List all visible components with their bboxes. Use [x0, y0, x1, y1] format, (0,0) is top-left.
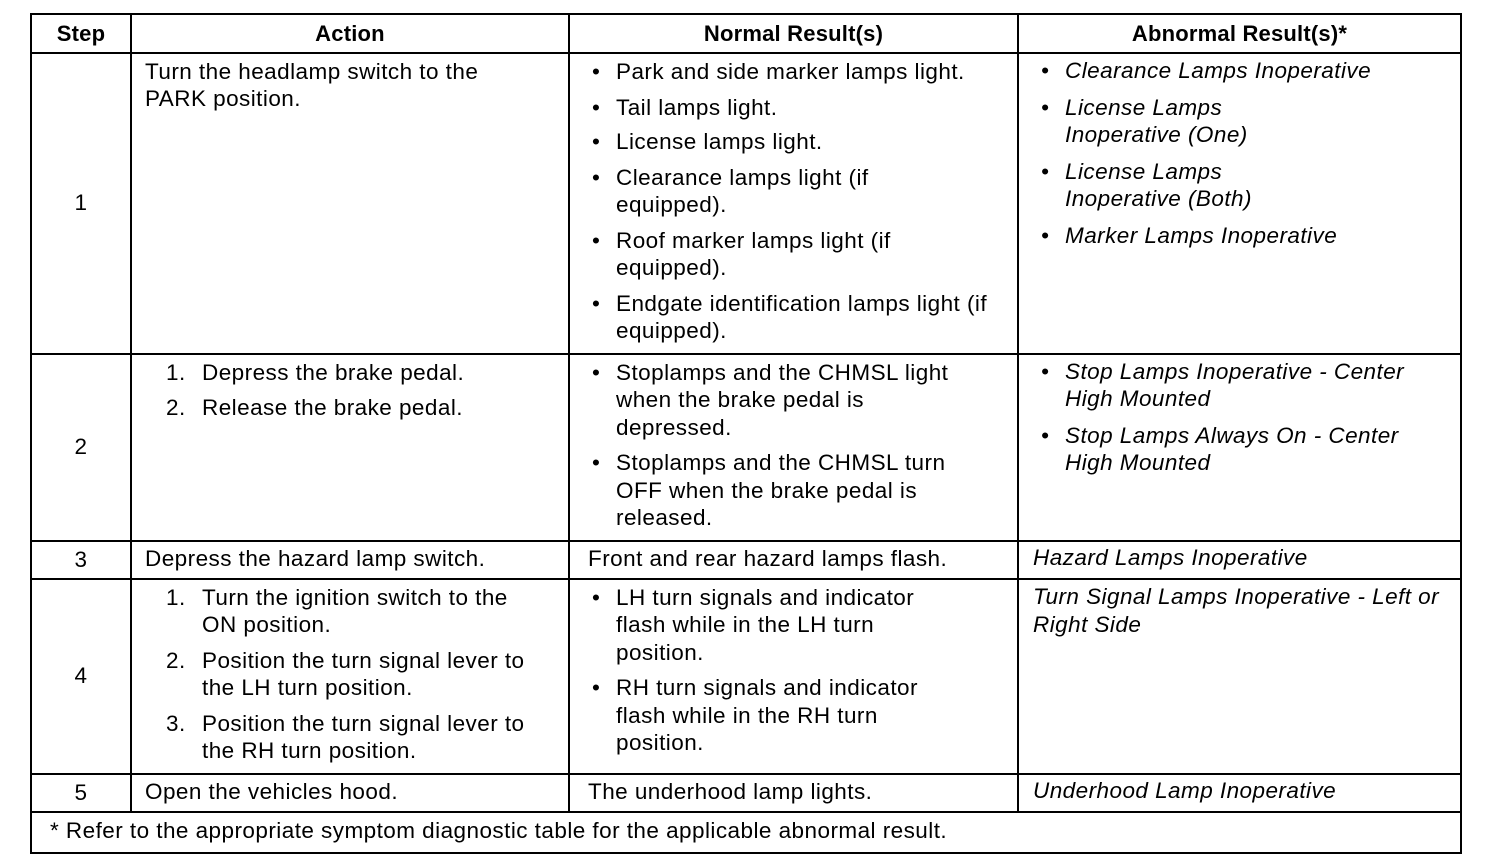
normal-result-item: • Stoplamps and the CHMSL turn OFF when the brake pedal is released.	[616, 449, 981, 532]
action-step: 1. Depress the brake pedal.	[166, 359, 465, 385]
table-row	[31, 354, 1461, 541]
footnote: * Refer to the appropriate symptom diagnostic table for the applicable abnormal result.	[31, 812, 1461, 853]
normal-result-item: • Park and side marker lamps light.	[616, 58, 1015, 86]
table-row	[31, 53, 1461, 354]
abnormal-result-item: • License Lamps Inoperative (Both)	[1065, 158, 1275, 213]
action-text: Open the vehicles hood.	[131, 774, 569, 812]
table-row	[31, 579, 1461, 774]
normal-results-cell	[569, 354, 1018, 541]
abnormal-results-cell	[1018, 354, 1461, 541]
step-number: 2	[31, 354, 131, 541]
header-action: Action	[131, 14, 569, 53]
action-step: 3. Position the turn signal lever to the RH turn position.	[166, 710, 525, 763]
step-number: 4	[31, 579, 131, 774]
normal-result-item: • Endgate identification lamps light (if equipped).	[616, 290, 991, 345]
normal-result-text: Front and rear hazard lamps flash.	[569, 541, 1018, 579]
normal-result-item: • Stoplamps and the CHMSL light when the brake pedal is depressed.	[616, 359, 981, 442]
abnormal-result-text: Hazard Lamps Inoperative	[1018, 541, 1461, 579]
header-abnormal-results: Abnormal Result(s)*	[1018, 14, 1461, 53]
diagnostic-table	[30, 13, 1462, 854]
action-cell	[131, 354, 569, 541]
abnormal-result-item: • Stop Lamps Inoperative - Center High Mounted	[1065, 358, 1435, 413]
abnormal-results-cell	[1018, 53, 1461, 354]
normal-result-text: The underhood lamp lights.	[569, 774, 1018, 812]
abnormal-result-text: Underhood Lamp Inoperative	[1018, 774, 1461, 812]
header-step: Step	[31, 14, 131, 53]
table-row	[31, 541, 1461, 579]
header-normal-results: Normal Result(s)	[569, 14, 1018, 53]
action-text: Turn the headlamp switch to the PARK position.	[145, 59, 479, 111]
normal-result-item: • RH turn signals and indicator flash while in the RH turn position.	[616, 674, 946, 757]
normal-result-item: • Tail lamps light.	[616, 94, 1015, 122]
action-cell	[131, 579, 569, 774]
normal-result-item: • License lamps light.	[616, 128, 1015, 156]
step-number: 3	[31, 541, 131, 579]
abnormal-result-item: • Stop Lamps Always On - Center High Mounted	[1065, 422, 1435, 477]
normal-results-cell	[569, 579, 1018, 774]
abnormal-result-text: Turn Signal Lamps Inoperative - Left or Right Side	[1018, 579, 1461, 774]
abnormal-result-item: • License Lamps Inoperative (One)	[1065, 94, 1275, 149]
normal-result-item: • LH turn signals and indicator flash while in the LH turn position.	[616, 584, 946, 667]
action-step: 1. Turn the ignition switch to the ON position.	[166, 584, 508, 637]
normal-result-item: • Clearance lamps light (if equipped).	[616, 164, 881, 219]
normal-results-cell	[569, 53, 1018, 354]
abnormal-result-item: • Marker Lamps Inoperative	[1065, 222, 1454, 250]
step-number: 1	[31, 53, 131, 354]
footnote-row	[31, 812, 1461, 853]
abnormal-result-item: • Clearance Lamps Inoperative	[1065, 57, 1454, 85]
header-row	[31, 14, 1461, 53]
action-step: 2. Position the turn signal lever to the LH turn position.	[166, 647, 525, 700]
normal-result-item: • Roof marker lamps light (if equipped).	[616, 227, 906, 282]
step-number: 5	[31, 774, 131, 812]
action-step: 2. Release the brake pedal.	[166, 395, 463, 420]
table-row	[31, 774, 1461, 812]
action-text: Depress the hazard lamp switch.	[131, 541, 569, 579]
action-cell	[131, 53, 569, 354]
